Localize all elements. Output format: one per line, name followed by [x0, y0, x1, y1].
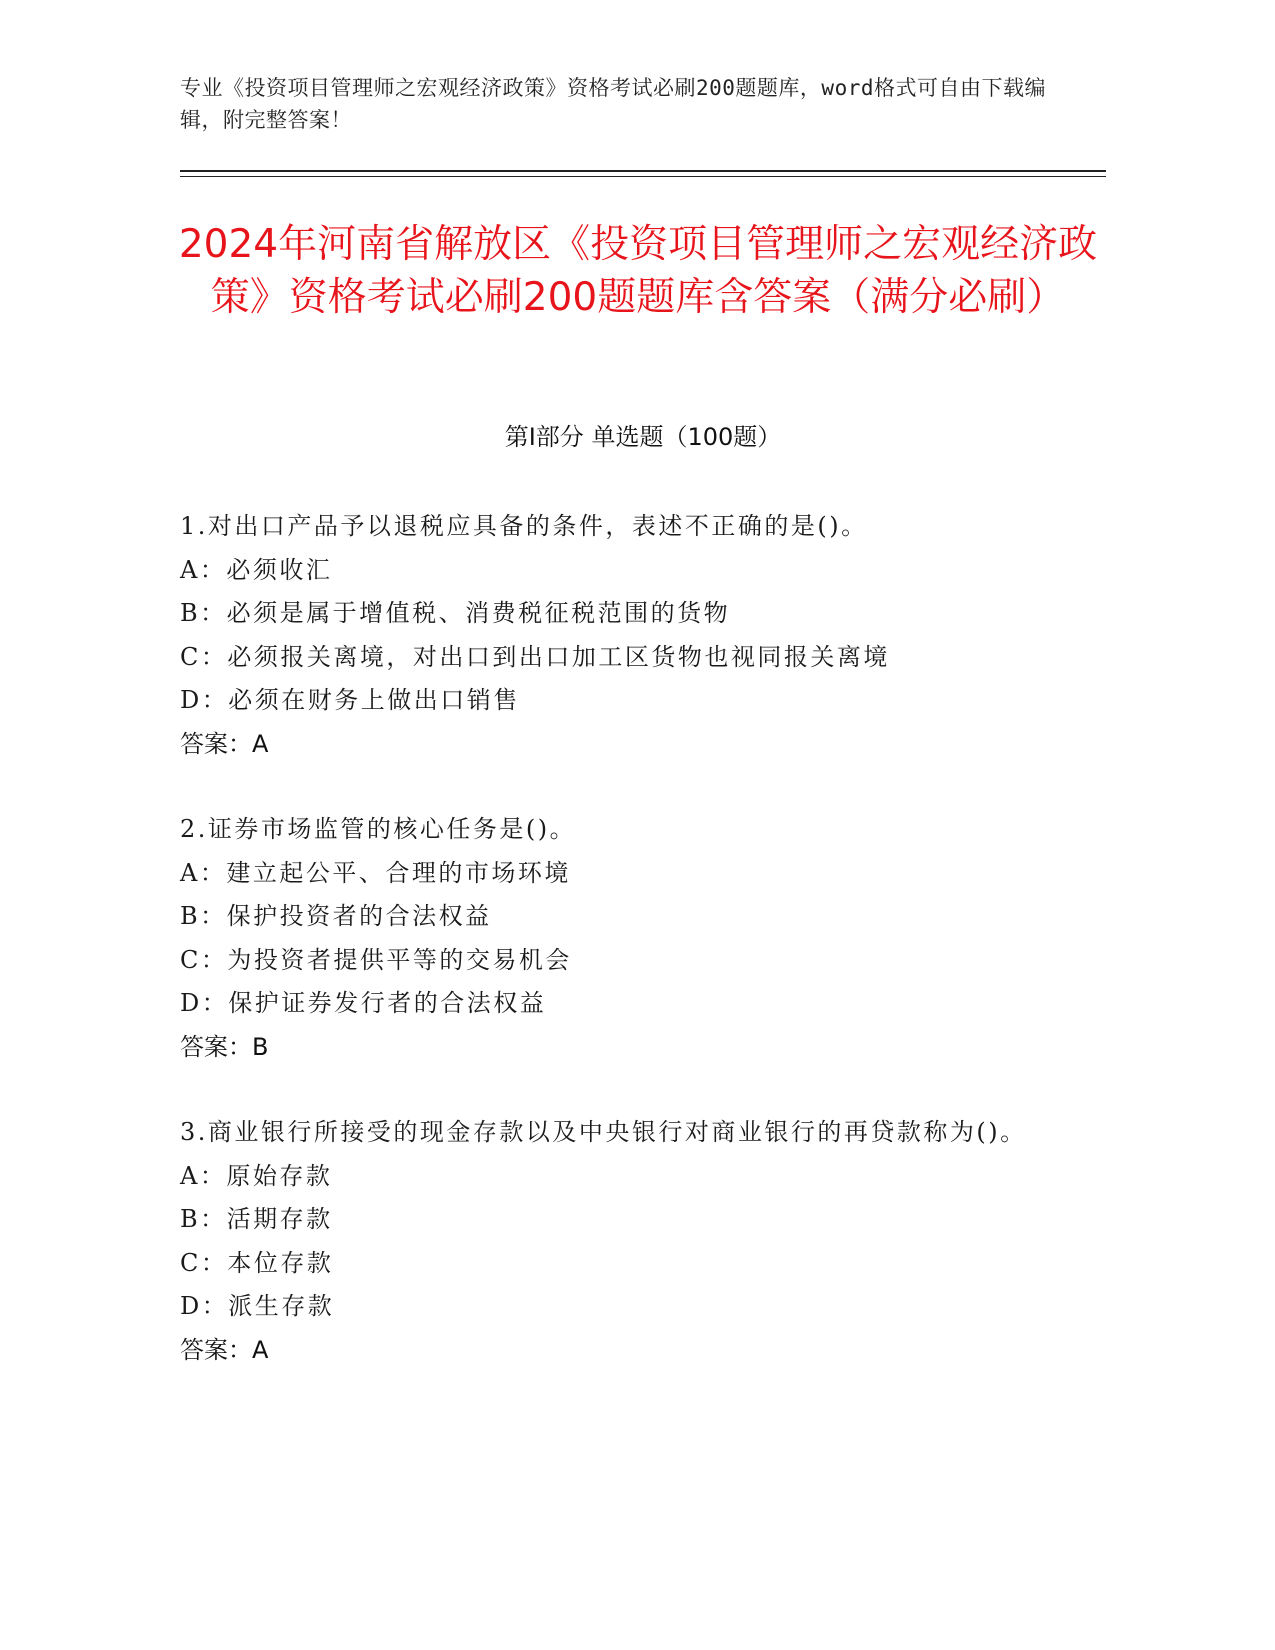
- option-b: B：必须是属于增值税、消费税征税范围的货物: [180, 599, 731, 627]
- header-note: 专业《投资项目管理师之宏观经济政策》资格考试必刷200题题库，word格式可自由下载编辑，附完整答案！: [180, 76, 1046, 132]
- section-title: 第Ⅰ部分 单选题（100题）: [504, 423, 782, 451]
- option-c: C：本位存款: [180, 1248, 334, 1277]
- option-d: D：保护证券发行者的合法权益: [180, 989, 547, 1017]
- option-b: B：保护投资者的合法权益: [180, 902, 492, 930]
- header-divider-thick: [180, 170, 1106, 172]
- option-a: A：原始存款: [180, 1161, 333, 1190]
- question-3: [180, 1111, 1060, 1372]
- question-stem: 3.商业银行所接受的现金存款以及中央银行对商业银行的再贷款称为()。: [180, 1118, 1027, 1146]
- document-title: 2024年河南省解放区《投资项目管理师之宏观经济政策》资格考试必刷200题题库含答案（满分必刷）: [178, 222, 1098, 320]
- option-d: D：必须在财务上做出口销售: [180, 686, 520, 714]
- option-b: B：活期存款: [180, 1205, 333, 1233]
- question-stem: 1.对出口产品予以退税应具备的条件，表述不正确的是()。: [180, 512, 868, 540]
- option-a: A：必须收汇: [180, 555, 333, 584]
- question-1: [180, 505, 1060, 766]
- option-c: C：必须报关离境，对出口到出口加工区货物也视同报关离境: [180, 642, 890, 671]
- option-a: A：建立起公平、合理的市场环境: [180, 858, 571, 887]
- question-2: [180, 808, 1060, 1069]
- option-d: D：派生存款: [180, 1292, 335, 1320]
- answer: 答案：B: [180, 1032, 269, 1061]
- question-stem: 2.证券市场监管的核心任务是()。: [180, 815, 577, 843]
- answer: 答案：A: [180, 729, 269, 758]
- option-c: C：为投资者提供平等的交易机会: [180, 945, 572, 974]
- header-divider-thin: [180, 176, 1106, 177]
- question-list: [180, 505, 1060, 1414]
- answer: 答案：A: [180, 1335, 269, 1364]
